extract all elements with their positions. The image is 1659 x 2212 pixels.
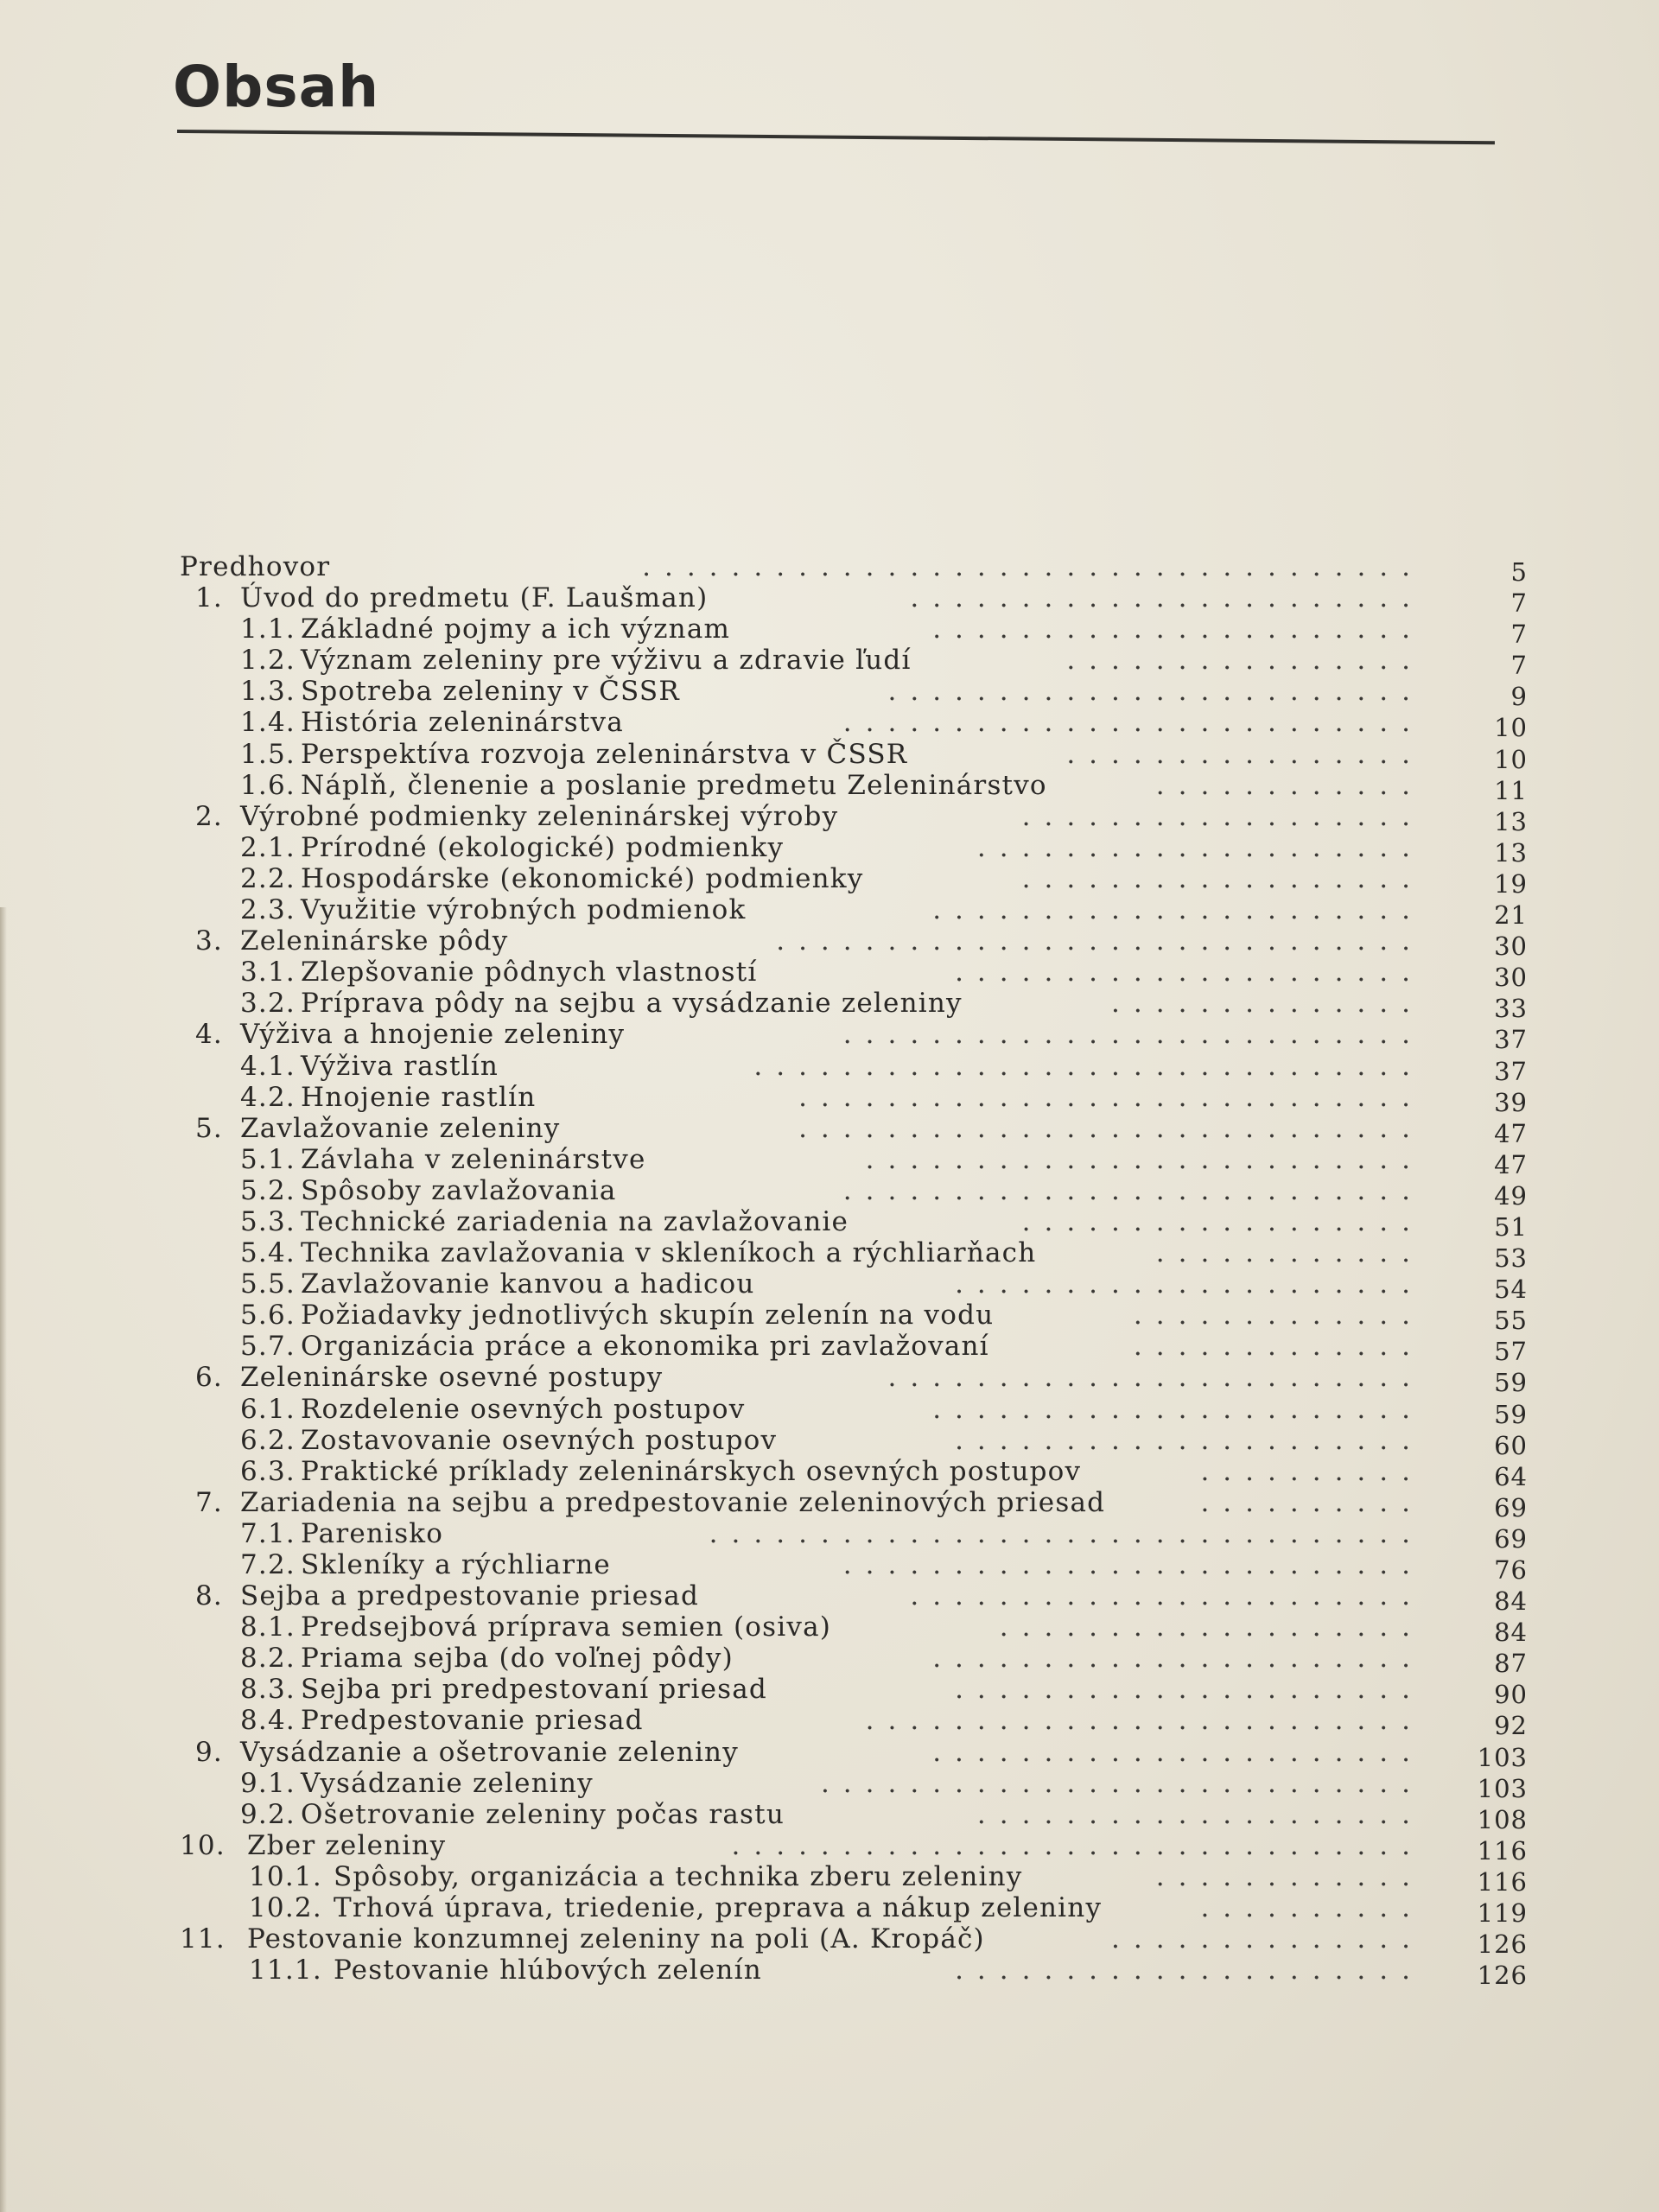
toc-entry-number: 5.1. — [240, 1143, 296, 1175]
dot-leader: ...................... — [932, 613, 1424, 645]
toc-entry — [180, 1050, 1528, 1086]
toc-entry-page: 19 — [1494, 868, 1528, 899]
dot-leader: ....................... — [910, 582, 1424, 614]
toc-entry — [180, 862, 1528, 899]
dot-leader: ................................... — [642, 551, 1424, 582]
toc-entry-label: Zostavovanie osevných postupov — [301, 1424, 778, 1456]
toc-entry — [180, 800, 1528, 836]
toc-entry-number: 9.2. — [240, 1798, 296, 1830]
toc-entry — [180, 1955, 1528, 1991]
dot-leader: ......................... — [865, 1705, 1424, 1737]
toc-entry — [180, 769, 1528, 805]
toc-entry-page: 54 — [1494, 1274, 1528, 1305]
dot-leader: .................. — [1021, 800, 1424, 832]
toc-entry — [180, 1705, 1528, 1741]
toc-entry — [180, 1424, 1528, 1460]
dot-leader: .......................... — [842, 707, 1424, 739]
toc-entry-page: 119 — [1477, 1898, 1528, 1929]
page-edge-shadow — [0, 907, 7, 2212]
dot-leader: ..................... — [955, 1955, 1424, 1986]
toc-entry — [180, 1829, 1528, 1866]
toc-entry-number: 8.2. — [240, 1643, 296, 1675]
dot-leader: ............ — [1155, 1237, 1424, 1269]
dot-leader: ............................... — [731, 1829, 1424, 1861]
dot-leader: .......... — [1200, 1455, 1424, 1487]
toc-entry-page: 10 — [1494, 713, 1528, 743]
toc-entry-label: Zavlažovanie zeleniny — [240, 1112, 561, 1144]
toc-entry-number: 10. — [180, 1829, 226, 1861]
toc-entry-number: 10.1. — [249, 1860, 322, 1892]
toc-entry — [180, 1268, 1528, 1305]
dot-leader: .................. — [1021, 1205, 1424, 1237]
toc-entry-page: 9 — [1510, 682, 1528, 712]
toc-entry-page: 51 — [1494, 1211, 1528, 1242]
toc-entry-number: 1. — [195, 582, 223, 614]
toc-entry-label: Sejba a predpestovanie priesad — [240, 1580, 700, 1612]
toc-entry-label: Perspektíva rozvoja zeleninárstva v ČSSR — [301, 738, 908, 770]
toc-entry-number: 5.5. — [240, 1268, 296, 1300]
toc-entry-label: Základné pojmy a ich význam — [301, 613, 731, 645]
toc-entry — [180, 1580, 1528, 1617]
toc-entry-label: Výrobné podmienky zeleninárskej výroby — [240, 800, 839, 832]
dot-leader: ........................... — [820, 1767, 1424, 1799]
toc-entry-number: 6.2. — [240, 1424, 296, 1456]
dot-leader: .............. — [1111, 988, 1424, 1020]
dot-leader: ......................... — [865, 1143, 1424, 1175]
toc-entry-label: Pestovanie konzumnej zeleniny na poli (A. Kropáč) — [247, 1923, 985, 1955]
toc-entry-number: 9.1. — [240, 1767, 296, 1799]
toc-entry-label: Technické zariadenia na zavlažovanie — [301, 1205, 849, 1237]
toc-entry — [180, 957, 1528, 993]
dot-leader: ..................... — [955, 1674, 1424, 1706]
dot-leader: ................................ — [709, 1517, 1424, 1549]
title-underline — [177, 130, 1495, 144]
toc-entry — [180, 1237, 1528, 1274]
toc-entry-label: Vysádzanie a ošetrovanie zeleniny — [240, 1736, 739, 1768]
toc-entry — [180, 1174, 1528, 1211]
toc-entry-label: Význam zeleniny pre výživu a zdravie ľudí — [301, 645, 912, 677]
toc-entry-number: 8.1. — [240, 1611, 296, 1643]
toc-entry-number: 5.7. — [240, 1331, 296, 1363]
dot-leader: ........................ — [887, 1362, 1424, 1394]
toc-entry — [180, 1205, 1528, 1242]
dot-leader: ............. — [1133, 1300, 1424, 1332]
toc-entry — [180, 1300, 1528, 1336]
toc-entry-label: Náplň, členenie a poslanie predmetu Zeleninárstvo — [301, 769, 1047, 801]
toc-entry-number: 1.5. — [240, 738, 296, 770]
toc-entry-number: 10.2. — [249, 1892, 322, 1924]
toc-entry-page: 11 — [1494, 775, 1528, 805]
toc-entry-label: Zlepšovanie pôdnych vlastností — [301, 957, 758, 988]
dot-leader: .................. — [1021, 862, 1424, 894]
toc-entry-label: Výživa rastlín — [301, 1050, 499, 1082]
toc-entry — [180, 676, 1528, 712]
toc-entry-page: 57 — [1494, 1337, 1528, 1367]
toc-entry-label: Skleníky a rýchliarne — [301, 1549, 611, 1580]
toc-entry-number: 6.3. — [240, 1455, 296, 1487]
dot-leader: ................... — [999, 1611, 1424, 1643]
toc-entry — [180, 613, 1528, 650]
dot-leader: ............ — [1155, 769, 1424, 801]
dot-leader: .......................... — [842, 1174, 1424, 1206]
dot-leader: .............. — [1111, 1923, 1424, 1955]
page-title: Obsah — [173, 54, 380, 120]
toc-entry-number: 4.1. — [240, 1050, 296, 1082]
toc-entry-number: 5. — [195, 1112, 223, 1144]
toc-entry-label: Trhová úprava, triedenie, preprava a nákup zeleniny — [334, 1892, 1103, 1924]
toc-entry-page: 69 — [1494, 1523, 1528, 1554]
toc-entry-label: Požiadavky jednotlivých skupín zelenín na vodu — [301, 1300, 995, 1332]
toc-entry — [180, 1081, 1528, 1117]
toc-entry-label: Technika zavlažovania v skleníkoch a rýchliarňach — [301, 1237, 1037, 1269]
toc-entry-label: Organizácia práce a ekonomika pri zavlažovaní — [301, 1331, 989, 1363]
toc-entry — [180, 738, 1528, 774]
toc-entry-number: 2. — [195, 800, 223, 832]
toc-entry-page: 30 — [1494, 963, 1528, 993]
toc-entry — [180, 1611, 1528, 1648]
toc-entry-page: 69 — [1494, 1492, 1528, 1522]
toc-entry-label: Praktické príklady zeleninárskych osevných postupov — [301, 1455, 1082, 1487]
toc-entry-number: 1.4. — [240, 707, 296, 739]
toc-entry-page: 33 — [1494, 994, 1528, 1024]
toc-entry-number: 3. — [195, 925, 223, 957]
toc-entry — [180, 707, 1528, 743]
toc-entry-label: História zeleninárstva — [301, 707, 624, 739]
toc-entry-number: 5.2. — [240, 1174, 296, 1206]
dot-leader: .......................... — [842, 1549, 1424, 1580]
toc-entry-page: 87 — [1494, 1649, 1528, 1679]
dot-leader: .............................. — [753, 1050, 1424, 1082]
toc-entry-number: 6. — [195, 1362, 223, 1394]
toc-entry-label: Zavlažovanie kanvou a hadicou — [301, 1268, 755, 1300]
toc-entry-page: 7 — [1510, 620, 1528, 650]
toc-entry-page: 116 — [1477, 1835, 1528, 1866]
dot-leader: ................ — [1066, 645, 1424, 677]
toc-entry — [180, 988, 1528, 1024]
toc-entry-number: 1.3. — [240, 676, 296, 708]
toc-entry-label: Sejba pri predpestovaní priesad — [301, 1674, 767, 1706]
toc-entry-page: 126 — [1477, 1961, 1528, 1991]
toc-entry-label: Parenisko — [301, 1517, 444, 1549]
toc-entry-label: Spotreba zeleniny v ČSSR — [301, 676, 680, 708]
toc-entry-label: Využitie výrobných podmienok — [301, 894, 747, 926]
toc-entry-page: 126 — [1477, 1929, 1528, 1960]
toc-entry-label: Úvod do predmetu (F. Laušman) — [240, 582, 709, 614]
dot-leader: .................... — [976, 831, 1424, 863]
toc-entry-page: 103 — [1477, 1773, 1528, 1803]
toc-entry-number: 3.2. — [240, 988, 296, 1020]
dot-leader: ................ — [1066, 738, 1424, 770]
toc-entry-page: 7 — [1510, 651, 1528, 681]
toc-entry-label: Zber zeleniny — [247, 1829, 447, 1861]
toc-entry — [180, 1860, 1528, 1897]
toc-entry-label: Hnojenie rastlín — [301, 1081, 537, 1113]
toc-entry-label: Predpestovanie priesad — [301, 1705, 644, 1737]
toc-entry-page: 59 — [1494, 1399, 1528, 1429]
toc-entry-number: 1.6. — [240, 769, 296, 801]
toc-entry-number: 9. — [195, 1736, 223, 1768]
dot-leader: ...................... — [932, 1643, 1424, 1675]
toc-entry — [180, 831, 1528, 868]
toc-entry-number: 3.1. — [240, 957, 296, 988]
toc-entry-label: Spôsoby zavlažovania — [301, 1174, 617, 1206]
dot-leader: ............ — [1155, 1860, 1424, 1892]
toc-entry-label: Závlaha v zeleninárstve — [301, 1143, 646, 1175]
toc-entry-page: 55 — [1494, 1306, 1528, 1336]
toc-entry — [180, 1549, 1528, 1585]
toc-entry-page: 13 — [1494, 837, 1528, 868]
dot-leader: ...................... — [932, 894, 1424, 926]
toc-entry-label: Ošetrovanie zeleniny počas rastu — [301, 1798, 785, 1830]
toc-entry — [180, 1798, 1528, 1834]
toc-entry — [180, 1767, 1528, 1803]
toc-entry-page: 49 — [1494, 1180, 1528, 1211]
toc-entry-label: Prírodné (ekologické) podmienky — [301, 831, 785, 863]
dot-leader: ........................ — [887, 676, 1424, 708]
toc-entry — [180, 1517, 1528, 1554]
dot-leader: ...................... — [932, 1736, 1424, 1768]
toc-entry — [180, 1643, 1528, 1679]
toc-entry-label: Predhovor — [180, 551, 331, 582]
toc-entry-label: Zeleninárske osevné postupy — [240, 1362, 664, 1394]
toc-entry — [180, 1674, 1528, 1710]
dot-leader: ............................ — [798, 1112, 1424, 1144]
toc-entry-page: 64 — [1494, 1461, 1528, 1491]
toc-entry-number: 4. — [195, 1019, 223, 1051]
toc-entry — [180, 894, 1528, 931]
toc-entry-page: 108 — [1477, 1804, 1528, 1834]
toc-entry-page: 13 — [1494, 806, 1528, 836]
toc-entry-page: 21 — [1494, 900, 1528, 931]
toc-entry-page: 103 — [1477, 1742, 1528, 1772]
toc-entry-page: 39 — [1494, 1087, 1528, 1117]
toc-entry-page: 84 — [1494, 1618, 1528, 1648]
toc-entry-label: Spôsoby, organizácia a technika zberu zeleniny — [334, 1860, 1023, 1892]
toc-entry — [180, 1892, 1528, 1929]
dot-leader: .......... — [1200, 1486, 1424, 1518]
toc-entry-label: Priama sejba (do voľnej pôdy) — [301, 1643, 734, 1675]
toc-entry-label: Pestovanie hlúbových zelenín — [334, 1955, 762, 1986]
toc-entry-page: 47 — [1494, 1118, 1528, 1148]
toc-entry-number: 2.1. — [240, 831, 296, 863]
toc-entry-page: 84 — [1494, 1586, 1528, 1617]
toc-entry-number: 6.1. — [240, 1393, 296, 1425]
dot-leader: .......................... — [842, 1019, 1424, 1051]
dot-leader: ............................ — [798, 1081, 1424, 1113]
toc-entry-label: Hospodárske (ekonomické) podmienky — [301, 862, 864, 894]
toc-entry-page: 10 — [1494, 744, 1528, 774]
toc-entry-page: 116 — [1477, 1866, 1528, 1897]
toc-entry-number: 1.1. — [240, 613, 296, 645]
toc-entry-page: 7 — [1510, 588, 1528, 619]
dot-leader: ..................... — [955, 1424, 1424, 1456]
toc-entry-number: 7.1. — [240, 1517, 296, 1549]
toc-entry-page: 30 — [1494, 931, 1528, 962]
dot-leader: ..................... — [955, 957, 1424, 988]
toc-entry-number: 8.4. — [240, 1705, 296, 1737]
toc-entry-number: 11.1. — [249, 1955, 322, 1986]
toc-entry — [180, 582, 1528, 619]
toc-entry — [180, 925, 1528, 962]
toc-entry-page: 76 — [1494, 1555, 1528, 1585]
toc-entry — [180, 1486, 1528, 1522]
toc-entry-label: Výživa a hnojenie zeleniny — [240, 1019, 626, 1051]
toc-entry — [180, 1019, 1528, 1055]
toc-entry-label: Príprava pôdy na sejbu a vysádzanie zeleniny — [301, 988, 963, 1020]
dot-leader: ....................... — [910, 1580, 1424, 1612]
toc-entry-number: 2.2. — [240, 862, 296, 894]
toc-entry-number: 5.3. — [240, 1205, 296, 1237]
toc-entry-page: 59 — [1494, 1368, 1528, 1398]
toc-entry-page: 92 — [1494, 1711, 1528, 1741]
toc-entry-page: 60 — [1494, 1430, 1528, 1460]
toc-entry-number: 2.3. — [240, 894, 296, 926]
toc-entry-number: 5.6. — [240, 1300, 296, 1332]
toc-entry-number: 7. — [195, 1486, 223, 1518]
toc-entry-number: 8.3. — [240, 1674, 296, 1706]
toc-entry-page: 90 — [1494, 1680, 1528, 1710]
dot-leader: .................... — [976, 1798, 1424, 1830]
toc-entry-number: 5.4. — [240, 1237, 296, 1269]
toc-entry-page: 5 — [1510, 557, 1528, 587]
toc-entry-label: Zariadenia na sejbu a predpestovanie zeleninových priesad — [240, 1486, 1106, 1518]
toc-entry-page: 53 — [1494, 1243, 1528, 1274]
toc-entry — [180, 645, 1528, 681]
toc-entry — [180, 1455, 1528, 1491]
toc-entry — [180, 1331, 1528, 1367]
toc-entry — [180, 1143, 1528, 1179]
toc-entry-label: Zeleninárske pôdy — [240, 925, 509, 957]
dot-leader: ..................... — [955, 1268, 1424, 1300]
toc-entry-page: 47 — [1494, 1149, 1528, 1179]
dot-leader: ...................... — [932, 1393, 1424, 1425]
toc-entry — [180, 551, 1528, 587]
toc-entry — [180, 1736, 1528, 1772]
table-of-contents — [180, 551, 1528, 1991]
dot-leader: .......... — [1200, 1892, 1424, 1924]
toc-entry — [180, 1112, 1528, 1148]
toc-entry-page: 37 — [1494, 1056, 1528, 1086]
toc-entry — [180, 1393, 1528, 1429]
toc-entry — [180, 1923, 1528, 1960]
toc-entry-number: 8. — [195, 1580, 223, 1612]
toc-entry-number: 11. — [180, 1923, 226, 1955]
toc-entry-label: Rozdelenie osevných postupov — [301, 1393, 746, 1425]
toc-entry-number: 7.2. — [240, 1549, 296, 1580]
toc-entry-number: 4.2. — [240, 1081, 296, 1113]
toc-entry-page: 37 — [1494, 1025, 1528, 1055]
toc-entry-number: 1.2. — [240, 645, 296, 677]
toc-entry — [180, 1362, 1528, 1398]
toc-entry-label: Vysádzanie zeleniny — [301, 1767, 594, 1799]
toc-entry-label: Predsejbová príprava semien (osiva) — [301, 1611, 832, 1643]
dot-leader: ............. — [1133, 1331, 1424, 1363]
dot-leader: ............................. — [776, 925, 1424, 957]
